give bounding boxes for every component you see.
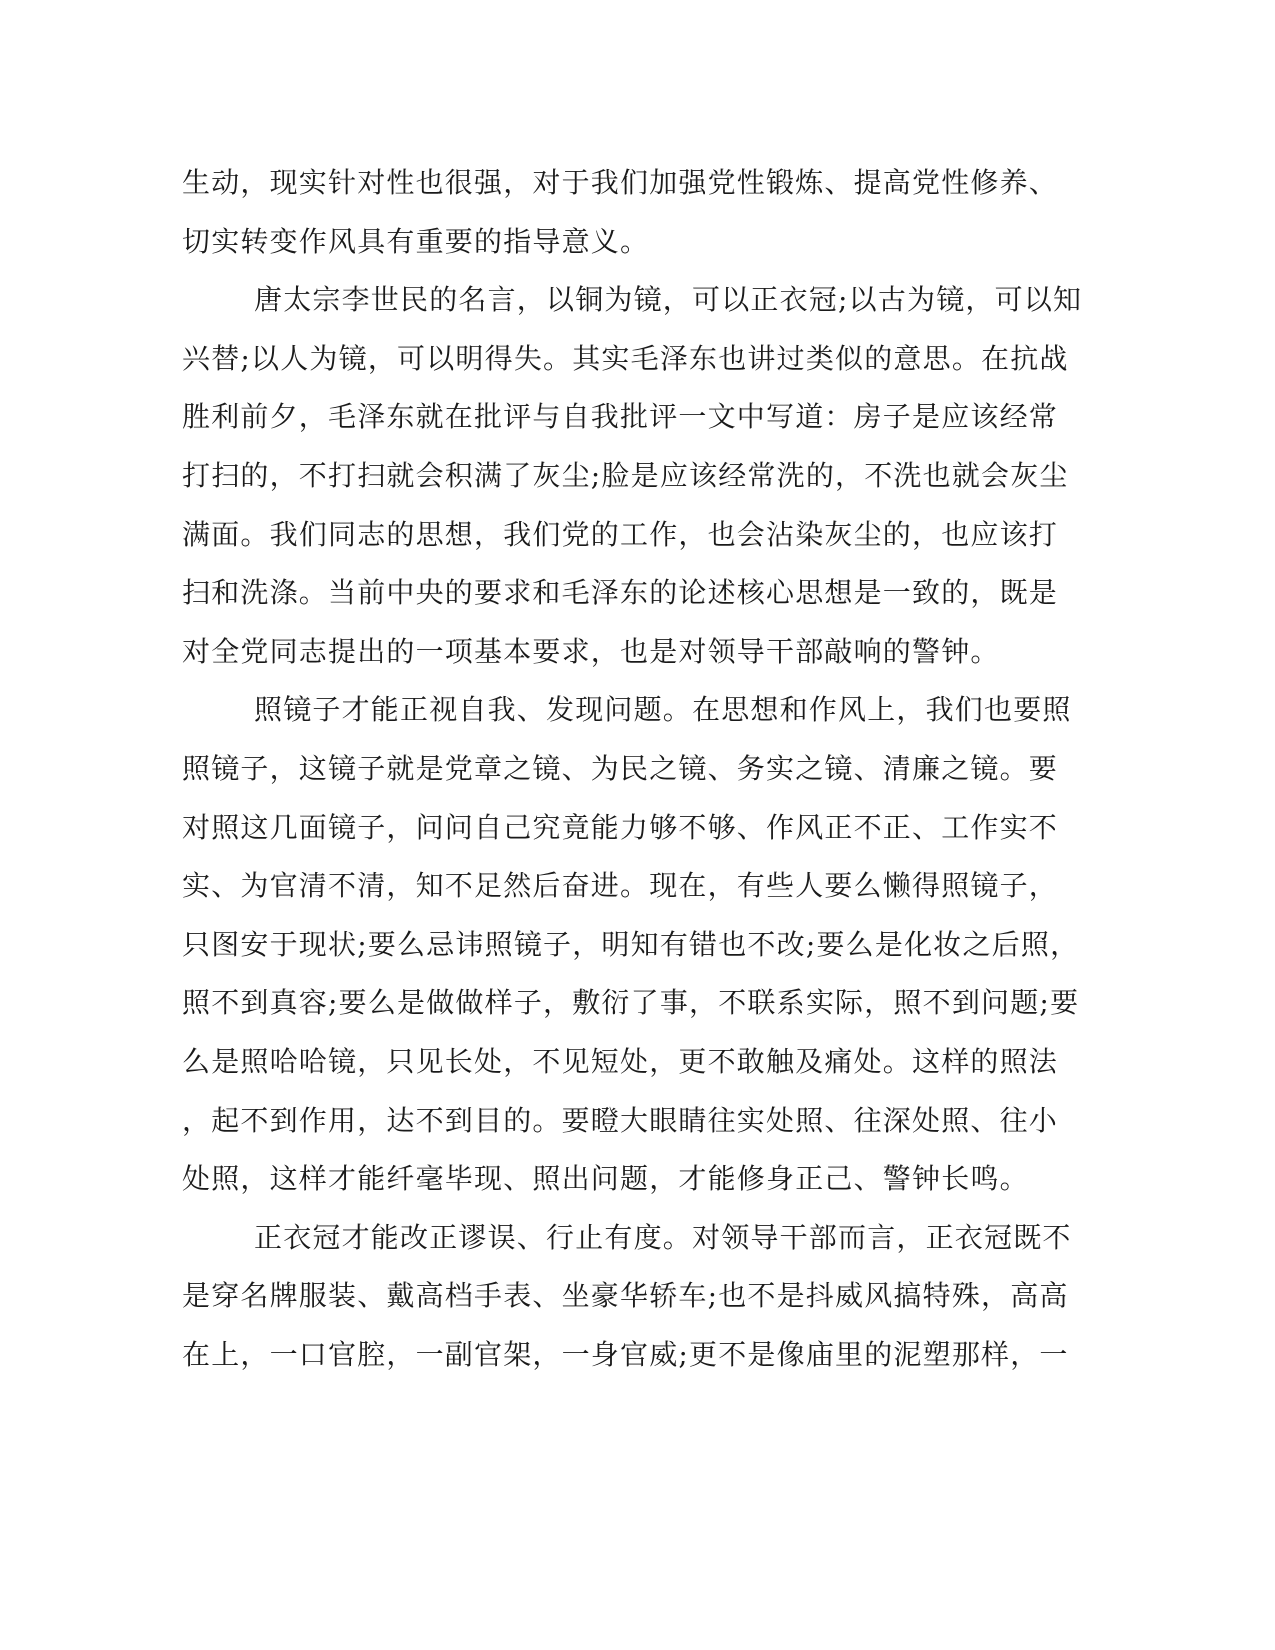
paragraph-first-line: 正衣冠才能改正谬误、行止有度。对领导干部而言，正衣冠既不 (254, 1220, 1072, 1254)
text-line: 对全党同志提出的一项基本要求，也是对领导干部敲响的警钟。 (182, 634, 1000, 668)
text-line: 生动，现实针对性也很强，对于我们加强党性锻炼、提高党性修养、 (182, 166, 1059, 199)
text-line: 扫和洗涤。当前中央的要求和毛泽东的论述核心思想是一致的，既是 (182, 576, 1059, 610)
text-line: 兴替;以人为镜，可以明得失。其实毛泽东也讲过类似的意思。在抗战 (182, 341, 1069, 375)
text-line: 么是照哈哈镜，只见长处，不见短处，更不敢触及痛处。这样的照法 (182, 1044, 1059, 1078)
text-line: 对照这几面镜子，问问自己究竟能力够不够、作风正不正、工作实不 (182, 810, 1059, 844)
text-line: 切实转变作风具有重要的指导意义。 (182, 224, 650, 258)
text-line: 在上，一口官腔，一副官架，一身官威;更不是像庙里的泥塑那样，一 (182, 1337, 1069, 1371)
text-line: 实、为官清不清，知不足然后奋进。现在，有些人要么懒得照镜子， (182, 869, 1059, 903)
text-line: 满面。我们同志的思想，我们党的工作，也会沾染灰尘的，也应该打 (182, 517, 1059, 551)
text-line: 处照，这样才能纤毫毕现、照出问题，才能修身正己、警钟长鸣。 (182, 1162, 1029, 1196)
text-line: 照镜子，这镜子就是党章之镜、为民之镜、务实之镜、清廉之镜。要 (182, 751, 1059, 785)
text-line: 打扫的，不打扫就会积满了灰尘;脸是应该经常洗的，不洗也就会灰尘 (182, 458, 1069, 492)
text-line: 只图安于现状;要么忌讳照镜子，明知有错也不改;要么是化妆之后照， (182, 927, 1080, 961)
text-line: 胜利前夕，毛泽东就在批评与自我批评一文中写道：房子是应该经常 (182, 400, 1059, 434)
body-text (182, 154, 1083, 1384)
text-line: 是穿名牌服装、戴高档手表、坐豪华轿车;也不是抖威风搞特殊，高高 (182, 1279, 1069, 1313)
text-line: 照不到真容;要么是做做样子，敷衍了事，不联系实际，照不到问题;要 (182, 986, 1080, 1020)
paragraph-first-line: 唐太宗李世民的名言，以铜为镜，可以正衣冠;以古为镜，可以知 (254, 283, 1083, 317)
paragraph-first-line: 照镜子才能正视自我、发现问题。在思想和作风上，我们也要照 (254, 693, 1072, 727)
text-line: ，起不到作用，达不到目的。要瞪大眼睛往实处照、往深处照、往小 (182, 1103, 1059, 1137)
